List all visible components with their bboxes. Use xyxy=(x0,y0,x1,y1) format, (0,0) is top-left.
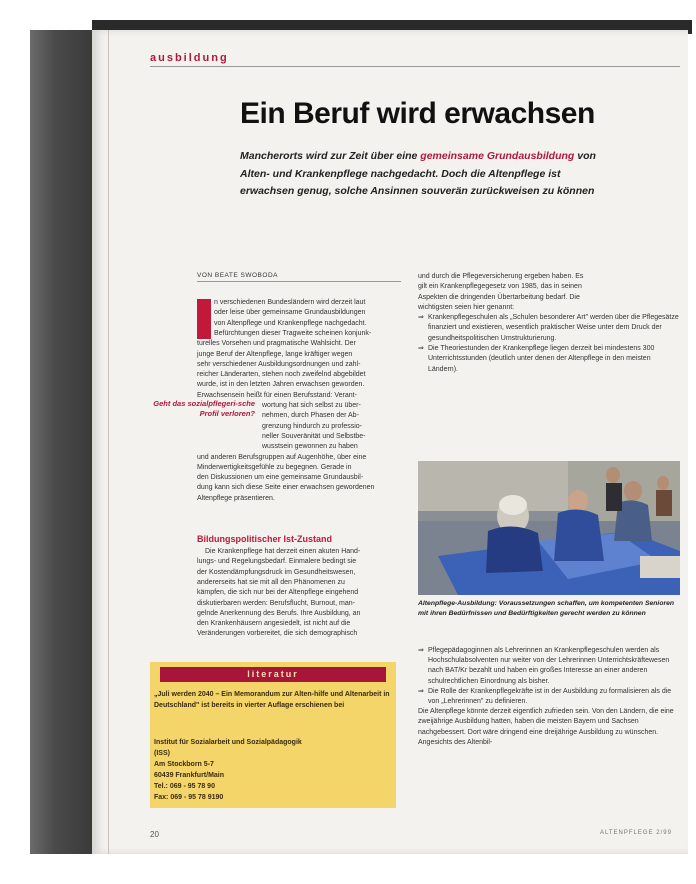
article-photo xyxy=(418,461,680,595)
bullet-item xyxy=(418,687,680,707)
bullet-text: Die Rolle der Krankenpflegekräfte ist in der Ausbildung zu formalisieren als die von „Lehrerinnen" zu definieren. xyxy=(428,687,672,706)
literatur-text: „Juli werden 2040 – Ein Memorandum zur Alten-hilfe und Altenarbeit in Deutschland" ist bereits in vierter Auflage erschienen bei xyxy=(154,691,390,709)
arrow-icon: ⇒ xyxy=(418,647,424,654)
lead-part2: von Alten- und Krankenpflege nachgedacht. Doch die Altenpflege ist erwachsen genug, solche Ansinnen souverän zurückweisen zu können xyxy=(240,150,596,197)
photo-illustration xyxy=(418,461,680,595)
body-line: Die Krankenpflege hat derzeit einen akuten Hand- xyxy=(205,548,361,555)
arrow-icon: ⇒ xyxy=(418,687,424,695)
body-line: Erwachsensein heißt für einen Berufsstand: Verant- xyxy=(197,391,357,399)
right-column-bullets xyxy=(418,646,680,748)
scan-margin xyxy=(0,0,30,884)
address-line: Tel.: 069 - 95 78 90 xyxy=(154,783,215,790)
address-line: Institut für Sozialarbeit und Sozialpädagogik xyxy=(154,739,302,746)
byline: VON BEATE SWOBODA xyxy=(197,272,278,279)
address-line: Fax: 069 - 95 78 9190 xyxy=(154,794,224,801)
body-line: dung kann sich diese Seite einer erwachsen gewordenen xyxy=(197,484,375,492)
photo-caption: Altenpflege-Ausbildung: Voraussetzungen schaffen, um kompetenten Senioren mit ihren Bedürfnissen und Bedürftigkeiten gerecht werden zu können xyxy=(418,600,675,617)
address-line: (ISS) xyxy=(154,750,170,757)
literatur-address xyxy=(154,737,390,803)
right-column-top xyxy=(418,272,680,375)
bullet-text: Pflegepädagoginnen als Lehrerinnen an Krankenpflegeschulen werden als Hochschulabsolventen nur weiter von der Lehrerinnen Unterrichtskräftewesen nach BAT/Kr bezahlt und haben ein großes Interesse an einer anderen schulrechtlichen Einordnung als bisher. xyxy=(428,647,670,685)
body-line: grenzung hindurch zu professio- xyxy=(262,422,363,430)
text-line: wichtigsten seien hier genannt: xyxy=(418,303,515,311)
address-line: Am Stockborn 5-7 xyxy=(154,761,214,768)
body-line: kämpfen, die sich nur bei der Altenpflege eingehend xyxy=(197,589,359,597)
body-line: lungs- und Regelungsbedarf. Einmalere bedingt sie xyxy=(197,558,357,566)
body-line: wurde, ist in den letzten Jahren erwachsen geworden. xyxy=(197,381,365,389)
page-gutter xyxy=(108,30,109,854)
body-line: wortung hat sich selbst zu über- xyxy=(262,402,361,409)
body-line: andererseits hat sie mit all den Phänomenen zu xyxy=(197,578,345,586)
bullet-item xyxy=(418,344,680,375)
body-line: turelles Vorsehen und pragmatische Wahlsicht. Der xyxy=(197,340,356,348)
section-label: ausbildung xyxy=(150,52,229,64)
body-line: den Diskussionen um eine gemeinsame Grundausbil- xyxy=(197,474,364,482)
body-line: Minderwertigkeitsgefühle zu begegnen. Gerade in xyxy=(197,463,352,471)
lead-part1: Mancherorts wird zur Zeit über eine xyxy=(240,150,421,162)
body-line: diskutierbaren werden: Berufsflucht, Burnout, man- xyxy=(197,599,355,607)
body-line: neller Souveränität und Selbstbe- xyxy=(262,432,366,440)
byline-rule xyxy=(197,281,401,282)
paragraph: Die Altenpflege könnte derzeit eigentlich zufrieden sein. Von den Ländern, die eine zweijährige Ausbildung hatten, haben die meisten Bayern und Sachsen nachgebessert. Dort wäre dringend eine dreijährige Ausbildung zu wünschen. Angesichts des Altenbil- xyxy=(418,708,674,746)
body-line: den Krankenhäusern angesiedelt, ist nicht auf die xyxy=(197,620,351,628)
body-line: junge Beruf der Altenpflege, lange kräftiger wegen xyxy=(197,350,353,358)
dropcap-block xyxy=(197,299,211,339)
arrow-icon: ⇒ xyxy=(418,345,424,353)
body-line: gelnde Anerkennung des Berufs. Ihre Ausbildung, an xyxy=(197,609,361,617)
body-line: Befürchtungen dieser Tragweite scheinen konjunk- xyxy=(214,329,372,337)
body-line: nehmen, durch Phasen der Ab- xyxy=(262,412,359,420)
magazine-name: ALTENPFLEGE 2/99 xyxy=(600,830,672,836)
body-line: von Altenpflege und Krankenpflege nachgedacht. xyxy=(214,319,367,327)
bullet-item xyxy=(418,646,680,687)
subheading: Bildungspolitischer Ist-Zustand xyxy=(197,534,333,544)
body-line: reicher Länderarten, stehen noch zweifelnd abgebildet xyxy=(197,371,366,379)
page-number: 20 xyxy=(150,830,159,839)
body-line: oder leise über gemeinsame Grundausbildungen xyxy=(214,309,366,317)
section-rule xyxy=(150,66,680,67)
body-line: Altenpflege präsentieren. xyxy=(197,494,275,502)
address-line: 60439 Frankfurt/Main xyxy=(154,772,225,779)
bullet-text: Krankenpflegeschulen als „Schulen besonderer Art" werden über die Pflegesätze finanziert und existieren, wesentlich praktischer Weise unter dem Druck der gesundheitspolitischen Umstrukturierung. xyxy=(428,314,679,342)
scan-shadow xyxy=(30,30,92,854)
pull-quote: Geht das sozialpflegeri-sche Profil verloren? xyxy=(153,399,255,418)
arrow-icon: ⇒ xyxy=(418,314,424,322)
body-line: und anderen Berufsgruppen auf Augenhöhe, über eine xyxy=(197,453,367,461)
lead-highlight: gemeinsame Grundausbildung xyxy=(420,150,575,162)
body-line: Veränderungen vorbereitet, die sich demographisch xyxy=(197,630,358,638)
bullet-text: Die Theoriestunden der Krankenpflege liegen derzeit bei mindestens 300 Unterrichtsstunden (deutlich unter denen der Altenpflege in den meisten Ländern). xyxy=(428,345,655,373)
body-line: sehr verschiedener Ausbildungsordnungen und zahl- xyxy=(197,360,361,368)
lead-paragraph xyxy=(240,148,600,201)
body-line: der Kostendämpfungsdruck im Gesundheitswesen, xyxy=(197,568,356,576)
text-line: gilt ein Krankenpflegegesetz von 1985, das in seinen xyxy=(418,283,582,291)
body-line: wusstsein gewonnen zu haben xyxy=(262,443,358,451)
text-line: Aspekten die dringenden Übertarbeitung bedarf. Die xyxy=(418,293,580,301)
article-title: Ein Beruf wird erwachsen xyxy=(240,97,595,130)
text-line: und durch die Pflegeversicherung ergeben haben. Es xyxy=(418,273,584,280)
body-line: n verschiedenen Bundesländern wird derzeit laut xyxy=(214,299,366,306)
literatur-heading: literatur xyxy=(160,667,386,682)
bullet-item xyxy=(418,313,680,344)
